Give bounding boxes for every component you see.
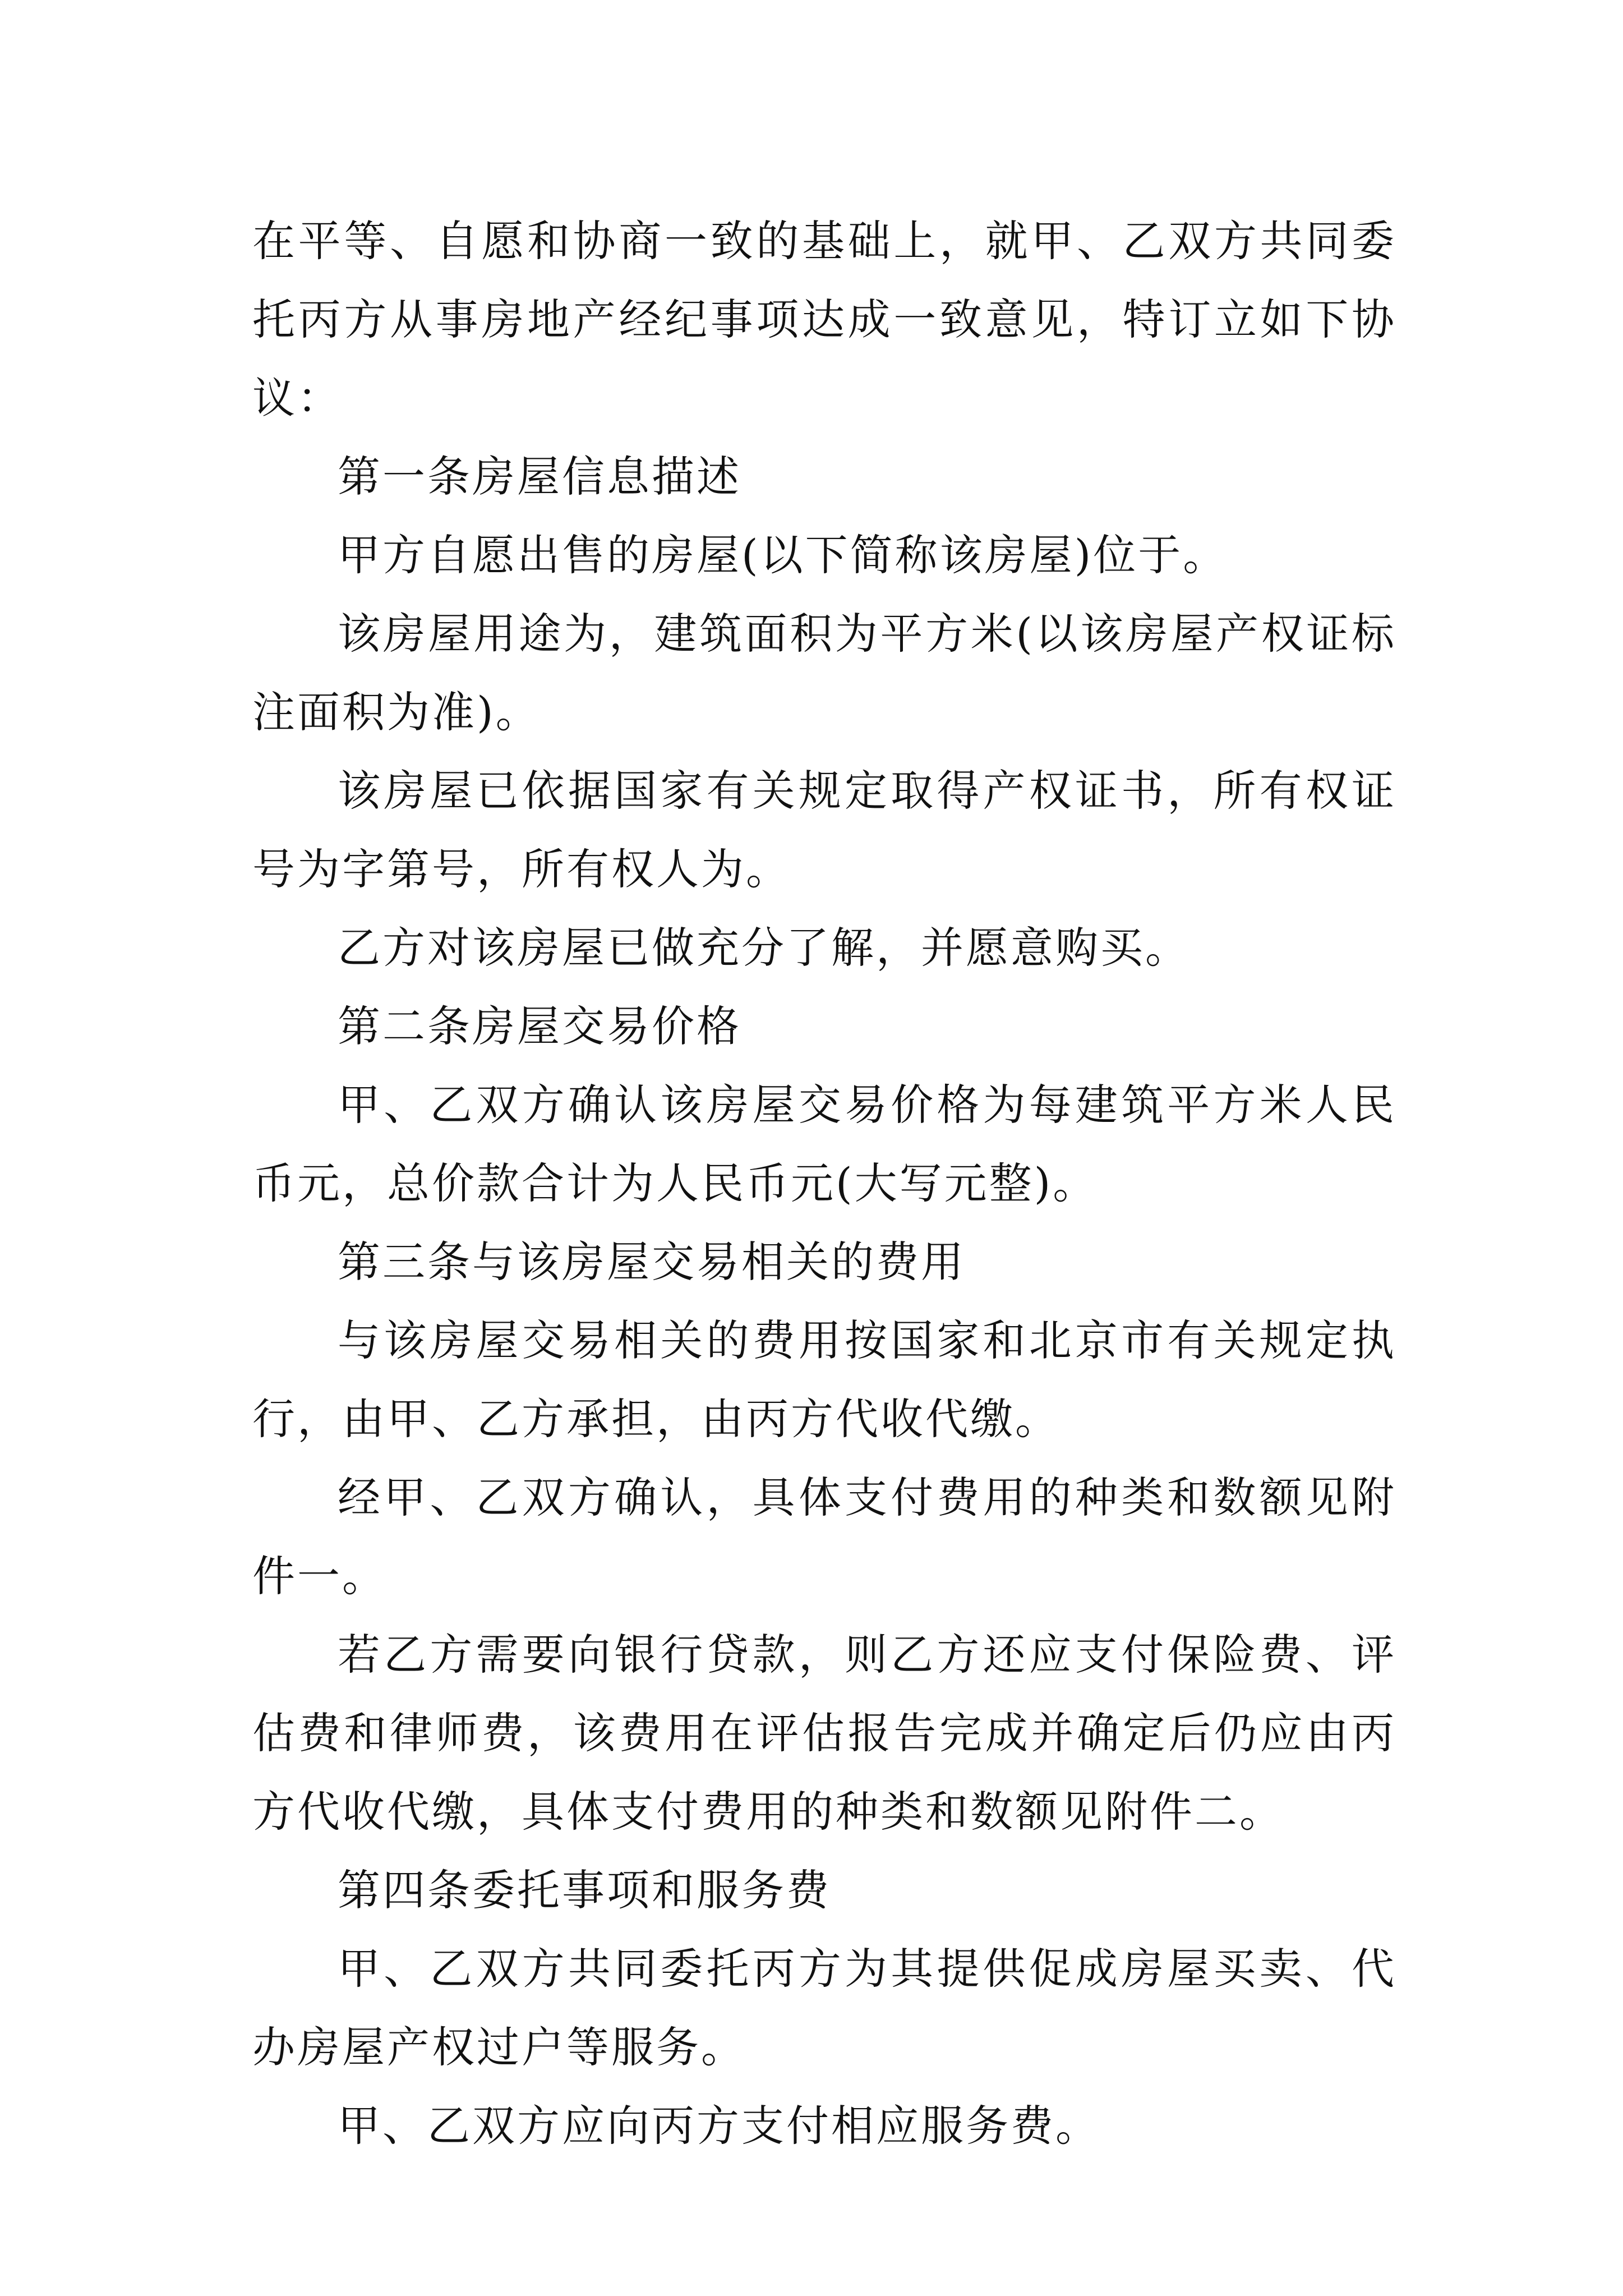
paragraph-house-location: 甲方自愿出售的房屋(以下简称该房屋)位于。	[338, 530, 1228, 580]
paragraph-house-usage: 该房屋用途为，建筑面积为平方米(以该房屋产权证标注面积为准)。	[252, 609, 1396, 737]
paragraph-intro: 在平等、自愿和协商一致的基础上，就甲、乙双方共同委托丙方从事房地产经纪事项达成一致意见，特订立如下协议：	[252, 216, 1396, 423]
article-2-heading: 第二条房屋交易价格	[338, 1001, 741, 1051]
paragraph-transaction-price: 甲、乙双方确认该房屋交易价格为每建筑平方米人民币元，总价款合计为人民币元(大写元整)。	[252, 1080, 1396, 1208]
paragraph-buyer-acknowledgement: 乙方对该房屋已做充分了解，并愿意购买。	[338, 923, 1190, 973]
paragraph-entrusted-services: 甲、乙双方共同委托丙方为其提供促成房屋买卖、代办房屋产权过户等服务。	[252, 1944, 1396, 2072]
paragraph-service-fee: 甲、乙双方应向丙方支付相应服务费。	[338, 2101, 1100, 2151]
paragraph-fees-annex-1: 经甲、乙双方确认，具体支付费用的种类和数额见附件一。	[252, 1473, 1396, 1601]
paragraph-property-certificate: 该房屋已依据国家有关规定取得产权证书，所有权证号为字第号，所有权人为。	[252, 766, 1396, 894]
article-4-heading: 第四条委托事项和服务费	[338, 1865, 831, 1915]
article-3-heading: 第三条与该房屋交易相关的费用	[338, 1237, 966, 1287]
paragraph-transaction-fees: 与该房屋交易相关的费用按国家和北京市有关规定执行，由甲、乙方承担，由丙方代收代缴。	[252, 1315, 1396, 1444]
article-1-heading: 第一条房屋信息描述	[338, 452, 741, 501]
document-body	[252, 202, 1396, 2165]
paragraph-loan-fees: 若乙方需要向银行贷款，则乙方还应支付保险费、评估费和律师费，该费用在评估报告完成并确定后仍应由丙方代收代缴，具体支付费用的种类和数额见附件二。	[252, 1630, 1396, 1837]
